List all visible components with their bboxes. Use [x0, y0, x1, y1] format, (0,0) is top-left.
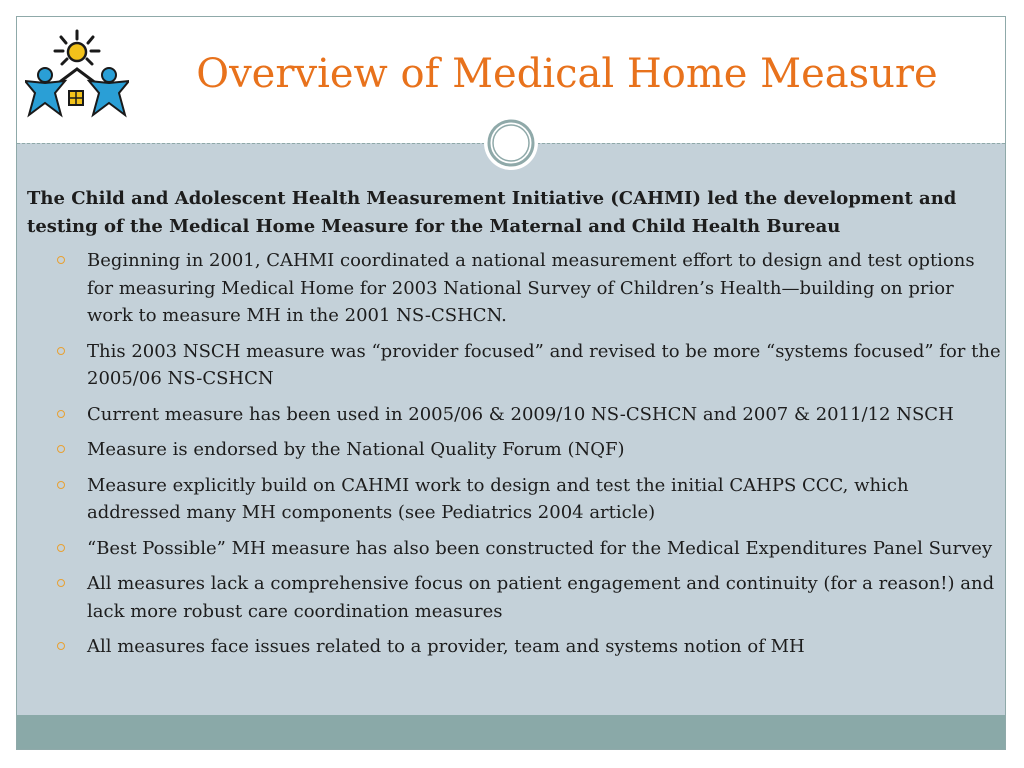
bullet-item [87, 633, 1002, 661]
footer-band [17, 715, 1005, 749]
bullet-text: Measure explicitly build on CAHMI work to design and test the initial CAHPS CCC, which addressed many MH components (see Pediatrics 2004 article) [87, 474, 909, 523]
bullet-item [87, 535, 1002, 563]
circle-ring-icon [483, 115, 539, 171]
slide-title: Overview of Medical Home Measure [196, 51, 938, 97]
children-house-logo-icon [25, 25, 129, 125]
bullet-circle-icon [57, 642, 65, 650]
bullet-circle-icon [57, 410, 65, 418]
bullet-list [27, 247, 1002, 661]
bullet-circle-icon [57, 256, 65, 264]
bullet-circle-icon [57, 445, 65, 453]
bullet-text: All measures face issues related to a provider, team and systems notion of MH [87, 636, 805, 657]
bullet-circle-icon [57, 347, 65, 355]
bullet-item [87, 436, 1002, 464]
bullet-text: Current measure has been used in 2005/06 & 2009/10 NS-CSHCN and 2007 & 2011/12 NSCH [87, 403, 954, 425]
intro-text: The Child and Adolescent Health Measurement Initiative (CAHMI) led the development and testing of the Medical Home Measure for the Maternal and Child Health Bureau [27, 188, 957, 237]
bullet-text: Measure is endorsed by the National Quality Forum (NQF) [87, 439, 625, 460]
bullet-text: “Best Possible” MH measure has also been constructed for the Medical Expenditures Panel Survey [87, 537, 993, 559]
bullet-circle-icon [57, 579, 65, 587]
bullet-item [87, 401, 1002, 429]
bullet-item [87, 247, 1002, 330]
bullet-item [87, 472, 1002, 527]
bullet-item [87, 570, 1002, 625]
bullet-text: Beginning in 2001, CAHMI coordinated a national measurement effort to design and test options for measuring Medical Home for 2003 National Survey of Children’s Health—building on prior work to measure MH in the 2001 NS-CSHCN. [87, 250, 975, 326]
slide-body [27, 185, 1002, 669]
bullet-circle-icon [57, 544, 65, 552]
bullet-item [87, 338, 1002, 393]
bullet-text: All measures lack a comprehensive focus on patient engagement and continuity (for a reason!) and lack more robust care coordination measures [87, 573, 995, 622]
bullet-text: This 2003 NSCH measure was “provider focused” and revised to be more “systems focused” for the 2005/06 NS-CSHCN [87, 340, 1001, 389]
slide [16, 16, 1006, 750]
bullet-circle-icon [57, 481, 65, 489]
